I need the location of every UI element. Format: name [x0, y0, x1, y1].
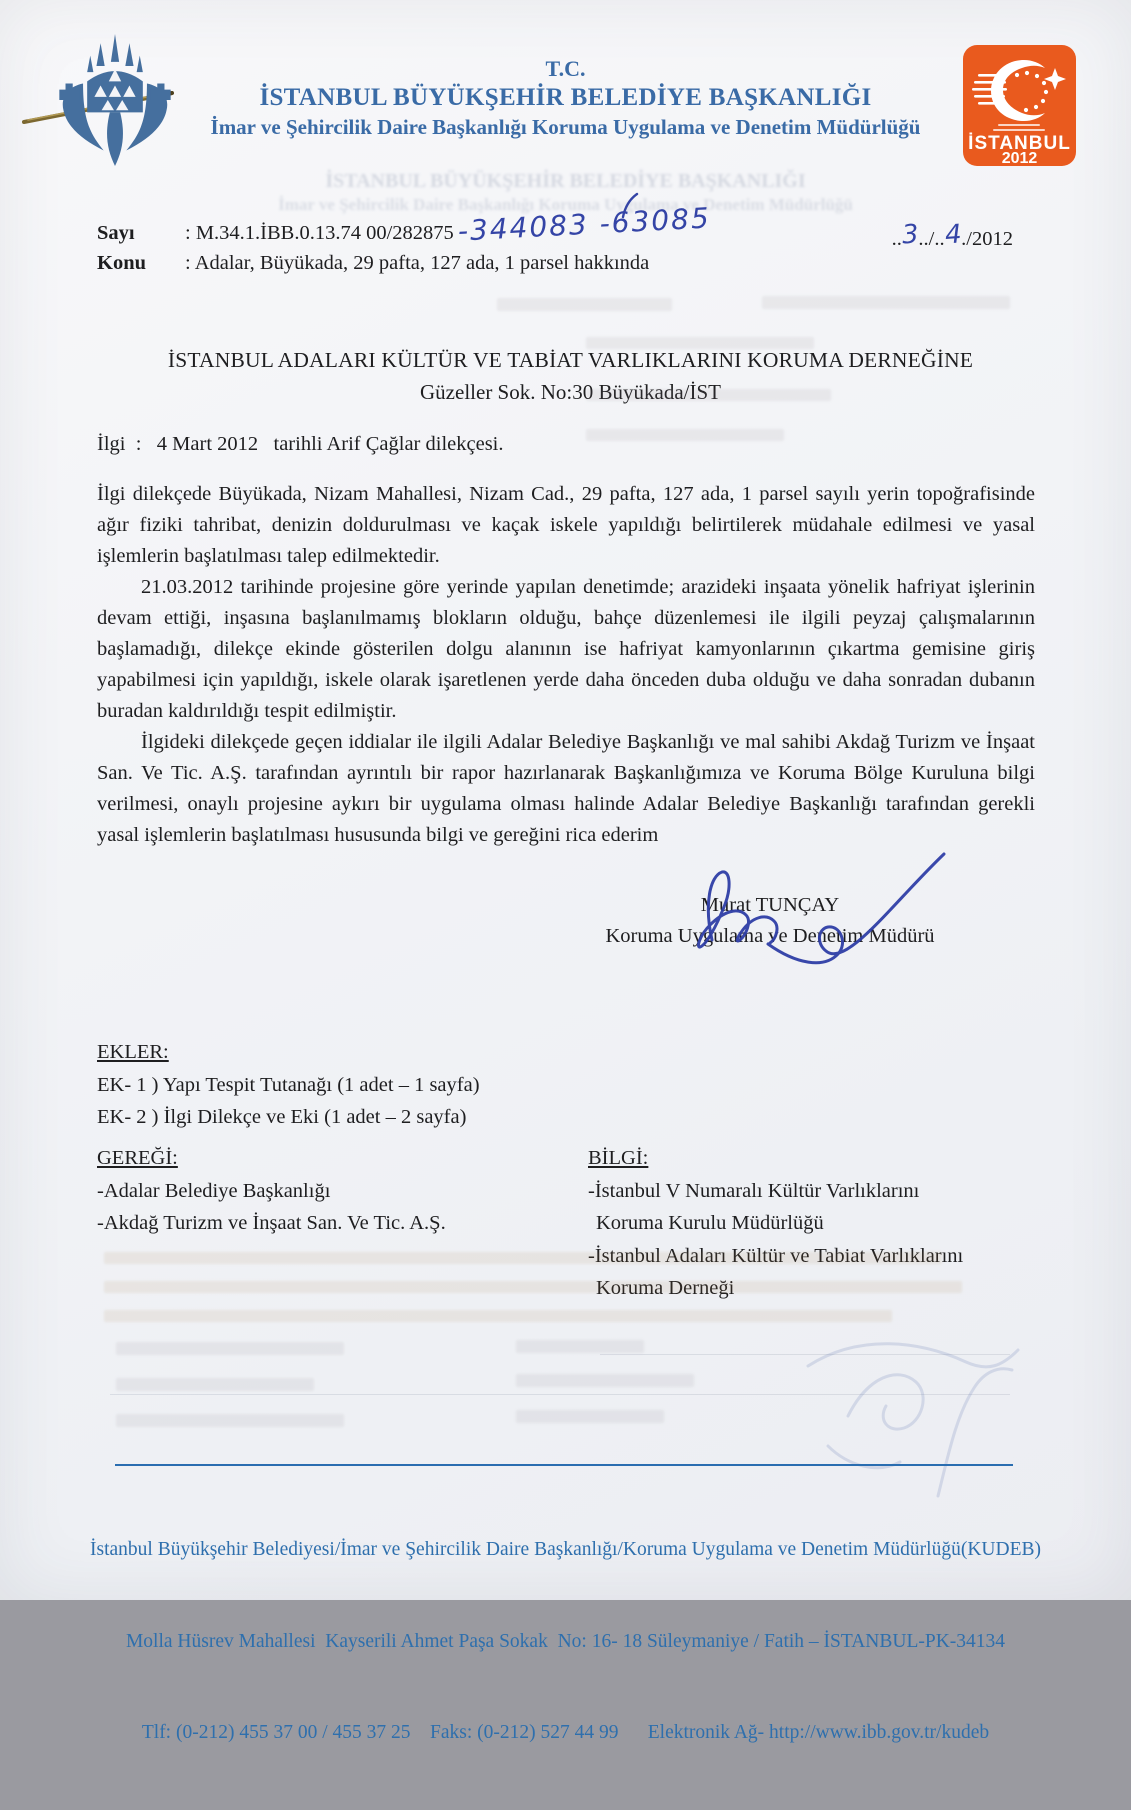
bleedthrough-text-bar — [104, 1310, 892, 1322]
konu-value: : Adalar, Büyükada, 29 pafta, 127 ada, 1 parsel hakkında — [185, 252, 650, 274]
recipient-block — [80, 348, 1061, 405]
konu-label: Konu — [97, 252, 146, 274]
bleedthrough-table-cell — [516, 1410, 664, 1423]
footer-address-line: Molla Hüsrev Mahallesi Kayserili Ahmet Paşa Sokak No: 16- 18 Süleymaniye / Fatih – İSTANBUL-PK-34134 — [125, 1630, 1006, 1652]
sayi-value: : M.34.1.İBB.0.13.74 00/282875 — [185, 222, 454, 244]
bleedthrough-header-line: İmar ve Şehircilik Daire Başkanlığı Koruma Uygulama ve Denetim Müdürlüğü — [278, 195, 853, 214]
bleedthrough-table-cell — [516, 1340, 644, 1353]
attachment-item: EK- 1 ) Yapı Tespit Tutanağı (1 adet – 1 sayfa) — [97, 1073, 480, 1096]
bilgi-item: Koruma Derneği — [596, 1277, 735, 1299]
attachments-section — [97, 1036, 480, 1134]
letterhead — [75, 56, 1056, 140]
bilgi-item: -İstanbul V Numaralı Kültür Varlıklarını — [588, 1179, 920, 1202]
bleedthrough-table-cell — [116, 1378, 314, 1391]
bleedthrough-text-bar — [586, 429, 784, 441]
footer-divider — [115, 1464, 1013, 1466]
bleedthrough-text-bar — [104, 1281, 962, 1293]
bilgi-item: Koruma Kurulu Müdürlüğü — [596, 1212, 824, 1234]
bleedthrough-text-bar — [497, 298, 672, 311]
bleedthrough-header-line: İSTANBUL BÜYÜKŞEHİR BELEDİYE BAŞKANLIĞI — [325, 170, 806, 192]
date-year: ./2012 — [961, 228, 1013, 250]
letter-body — [97, 479, 1035, 851]
badge-year-label: 2012 — [1001, 150, 1038, 167]
bleedthrough-text-bar — [586, 337, 814, 349]
istanbul-2012-badge — [962, 44, 1077, 167]
bleedthrough-table-cell — [116, 1414, 344, 1427]
bleedthrough-table-cell — [516, 1374, 694, 1387]
recipient-address: Güzeller Sok. No:30 Büyükada/İST — [420, 380, 721, 404]
bilgi-item: -İstanbul Adaları Kültür ve Tabiat Varlıklarını — [588, 1244, 964, 1267]
bleedthrough-table-cell — [116, 1342, 344, 1355]
geregi-item: -Adalar Belediye Başkanlığı — [97, 1179, 331, 1202]
date-field — [891, 219, 1013, 251]
footer-org-line: İstanbul Büyükşehir Belediyesi/İmar ve Şehircilik Daire Başkanlığı/Koruma Uygulama ve Denetim Müdürlüğü(KUDEB) — [90, 1539, 1041, 1560]
signatory-title: Koruma Uygulama ve Denetim Müdürü — [605, 925, 935, 947]
date-dots: .. — [891, 228, 902, 250]
letterhead-department: İmar ve Şehircilik Daire Başkanlığı Koruma Uygulama ve Denetim Müdürlüğü — [210, 115, 921, 139]
body-paragraph-2: 21.03.2012 tarihinde projesine göre yerinde yapılan denetimde; arazideki inşaata yönelik hafriyat işlerinin devam ettiği, inşasına başlanılmamış blokların olduğu, bahçe düzenlemesi ile ilgili peyzaj çalışmalarının başlamadığı, dilekçe ekinde gösterilen dolgu alanının ise hafriyat kamyonlarının çıkartma gemisine giriş yapabilmesi için yapıldığı, iskele olarak işaretlenen yerde daha önceden duba olduğu ve daha sonradan dubanın buradan kaldırıldığı tespit edilmiştir. — [97, 576, 1035, 722]
footer-block — [50, 1474, 1081, 1810]
footer-contact-line: Tlf: (0-212) 455 37 00 / 455 37 25 Faks: (0-212) 527 44 99 Elektronik Ağ- http://www.ibb.gov.tr/kudeb — [141, 1722, 990, 1743]
geregi-heading: GEREĞİ: — [97, 1147, 178, 1169]
recipient-name: İSTANBUL ADALARI KÜLTÜR VE TABİAT VARLIKLARINI KORUMA DERNEĞİNE — [167, 348, 974, 372]
reference-letter-line: İlgi : 4 Mart 2012 tarihli Arif Çağlar dilekçesi. — [97, 433, 504, 455]
sayi-label: Sayı — [97, 222, 135, 244]
date-dots: ../.. — [918, 228, 945, 250]
geregi-column — [97, 1142, 446, 1240]
handwritten-month: 4 — [943, 219, 963, 251]
handwritten-tick-mark — [618, 192, 642, 220]
letterhead-organization: İSTANBUL BÜYÜKŞEHİR BELEDİYE BAŞKANLIĞI — [259, 84, 872, 111]
handwritten-registry-number: -344083 -63085 — [456, 201, 712, 248]
handwritten-day: 3 — [900, 219, 920, 251]
body-paragraph-3: İlgideki dilekçede geçen iddialar ile ilgili Adalar Belediye Başkanlığı ve mal sahibi Akdağ Turizm ve İnşaat San. Ve Tic. A.Ş. tarafından ayrıntılı bir rapor hazırlanarak Başkanlığımıza ve Koruma Bölge Kuruluna bilgi verilmesi, onaylı projesine aykırı bir uygulama olması halinde Adalar Belediye Başkanlığı tarafından gerekli yasal işlemlerin başlatılması hususunda bilgi ve gereğini rica ederim — [97, 731, 1035, 846]
attachment-item: EK- 2 ) İlgi Dilekçe ve Eki (1 adet – 2 sayfa) — [97, 1106, 467, 1128]
bilgi-heading: BİLGİ: — [588, 1147, 649, 1169]
attachments-heading: EKLER: — [97, 1041, 169, 1063]
handwritten-signature-ink — [648, 842, 958, 987]
bleedthrough-text-bar — [586, 389, 831, 401]
body-paragraph-1: İlgi dilekçede Büyükada, Nizam Mahallesi, Nizam Cad., 29 pafta, 127 ada, 1 parsel sayılı yerin topoğrafisinde ağır fiziki tahribat, denizin doldurulması ve kaçak iskele yapıldığı belirtilerek müdahale edilmesi ve yasal işlemlerin başlatılması talep edilmektedir. — [97, 483, 1035, 567]
bleedthrough-text-bar — [762, 296, 1010, 309]
signatory-name: Murat TUNÇAY — [700, 894, 840, 916]
geregi-item: -Akdağ Turizm ve İnşaat San. Ve Tic. A.Ş. — [97, 1212, 446, 1234]
badge-city-label: İSTANBUL — [968, 133, 1071, 154]
letterhead-tc: T.C. — [545, 56, 586, 81]
bleedthrough-text-bar — [104, 1252, 942, 1264]
